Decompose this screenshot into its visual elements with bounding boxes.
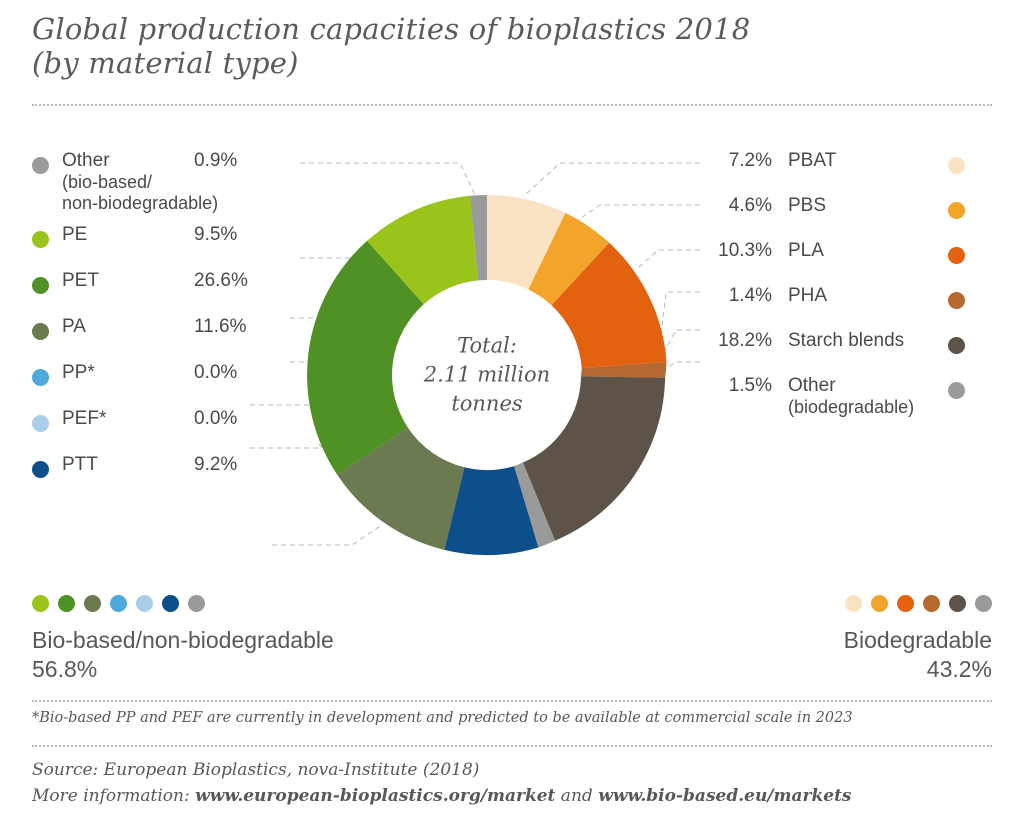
summary-swatch-icon xyxy=(136,595,153,612)
link-european-bioplastics[interactable]: www.european-bioplastics.org/market xyxy=(195,786,556,806)
legend-item-pa[interactable] xyxy=(32,316,332,362)
legend-swatch-icon xyxy=(32,461,49,478)
legend-label: PA xyxy=(62,316,86,337)
summary-left-label: Bio-based/non-biodegradable xyxy=(32,627,334,653)
legend-swatch-icon xyxy=(948,337,965,354)
legend-swatch-icon xyxy=(32,157,49,174)
more-information-conjunction: and xyxy=(555,786,599,806)
legend-value: 0.0% xyxy=(194,408,238,429)
legend-item-pbat[interactable] xyxy=(700,150,1000,195)
legend-swatch-icon xyxy=(32,415,49,432)
legend-item-other-bio-based[interactable] xyxy=(32,150,332,224)
legend-value: 0.0% xyxy=(194,362,238,383)
legend-item-starch-blends[interactable] xyxy=(700,330,1000,375)
donut-total-line2: 2.11 million xyxy=(423,362,551,387)
summary-swatch-icon xyxy=(162,595,179,612)
legend-swatch-icon xyxy=(32,277,49,294)
legend-label: Other xyxy=(62,150,110,171)
legend-swatch-icon xyxy=(948,157,965,174)
legend-value: 1.4% xyxy=(728,285,772,306)
source-line: Source: European Bioplastics, nova-Institute (2018) xyxy=(32,760,480,780)
legend-label: PE xyxy=(62,224,88,245)
page-title xyxy=(32,12,932,80)
legend-label: PP* xyxy=(62,362,95,383)
legend-value: 4.6% xyxy=(728,195,772,216)
summary-swatch-icon xyxy=(845,595,862,612)
legend-item-pbs[interactable] xyxy=(700,195,1000,240)
legend-label: PBS xyxy=(788,195,827,216)
legend-label: PHA xyxy=(788,285,828,306)
footnote: *Bio-based PP and PEF are currently in development and predicted to be available at commercial scale in 2023 xyxy=(32,710,853,726)
legend-value: 0.9% xyxy=(194,150,238,171)
legend-swatch-icon xyxy=(32,323,49,340)
page-title-line1: Global production capacities of bioplastics 2018 xyxy=(32,12,751,46)
summary-swatch-icon xyxy=(58,595,75,612)
legend-item-pef[interactable] xyxy=(32,408,332,454)
legend-item-pet[interactable] xyxy=(32,270,332,316)
summary-swatches-right xyxy=(560,595,992,612)
summary-swatch-icon xyxy=(923,595,940,612)
legend-label: PET xyxy=(62,270,99,291)
legend-item-pe[interactable] xyxy=(32,224,332,270)
donut-chart xyxy=(297,185,677,565)
legend-value: 1.5% xyxy=(728,375,772,396)
summary-swatch-icon xyxy=(110,595,127,612)
summary-right-label: Biodegradable xyxy=(843,627,992,653)
donut-total-line3: tonnes xyxy=(451,391,523,416)
legend-item-pla[interactable] xyxy=(700,240,1000,285)
summary-swatch-icon xyxy=(32,595,49,612)
summary-swatch-icon xyxy=(84,595,101,612)
legend-label: Starch blends xyxy=(788,330,905,351)
legend-item-other-biodegradable[interactable] xyxy=(700,375,1000,420)
legend-swatch-icon xyxy=(948,292,965,309)
summary-right-value: 43.2% xyxy=(926,656,992,682)
more-information-prefix: More information: xyxy=(32,786,196,806)
divider-top xyxy=(32,104,992,106)
legend-label: PTT xyxy=(62,454,98,475)
legend-swatch-icon xyxy=(948,382,965,399)
legend-label: Other xyxy=(788,375,836,396)
page-title-line2: (by material type) xyxy=(32,46,299,80)
legend-bio-based xyxy=(32,150,332,500)
summary-swatch-icon xyxy=(949,595,966,612)
legend-value: 7.2% xyxy=(728,150,772,171)
legend-swatch-icon xyxy=(32,231,49,248)
legend-sublabel: (biodegradable) xyxy=(788,397,915,417)
more-information-line xyxy=(32,783,852,809)
source-block xyxy=(32,757,852,809)
legend-label: PEF* xyxy=(62,408,107,429)
summary-swatch-icon xyxy=(188,595,205,612)
summary-biodegradable xyxy=(560,595,992,684)
legend-swatch-icon xyxy=(948,202,965,219)
legend-label: PLA xyxy=(788,240,824,261)
summary-swatches-left xyxy=(32,595,452,612)
legend-item-pha[interactable] xyxy=(700,285,1000,330)
legend-biodegradable xyxy=(700,150,1000,420)
summary-bio-based xyxy=(32,595,452,684)
legend-value: 9.5% xyxy=(194,224,238,245)
donut-center-label xyxy=(397,332,577,419)
summary-swatch-icon xyxy=(975,595,992,612)
legend-value: 18.2% xyxy=(718,330,772,351)
legend-label: PBAT xyxy=(788,150,837,171)
divider-bottom xyxy=(32,745,992,747)
legend-value: 9.2% xyxy=(194,454,238,475)
legend-sublabel: (bio-based/ non-biodegradable) xyxy=(62,172,219,213)
legend-swatch-icon xyxy=(948,247,965,264)
link-bio-based[interactable]: www.bio-based.eu/markets xyxy=(598,786,852,806)
legend-swatch-icon xyxy=(32,369,49,386)
summary-left-value: 56.8% xyxy=(32,656,98,682)
legend-value: 10.3% xyxy=(718,240,772,261)
legend-value: 11.6% xyxy=(194,316,247,337)
summary-swatch-icon xyxy=(871,595,888,612)
legend-item-ptt[interactable] xyxy=(32,454,332,500)
legend-value: 26.6% xyxy=(194,270,248,291)
divider-middle xyxy=(32,700,992,702)
summary-swatch-icon xyxy=(897,595,914,612)
legend-item-pp[interactable] xyxy=(32,362,332,408)
donut-total-line1: Total: xyxy=(457,333,517,358)
